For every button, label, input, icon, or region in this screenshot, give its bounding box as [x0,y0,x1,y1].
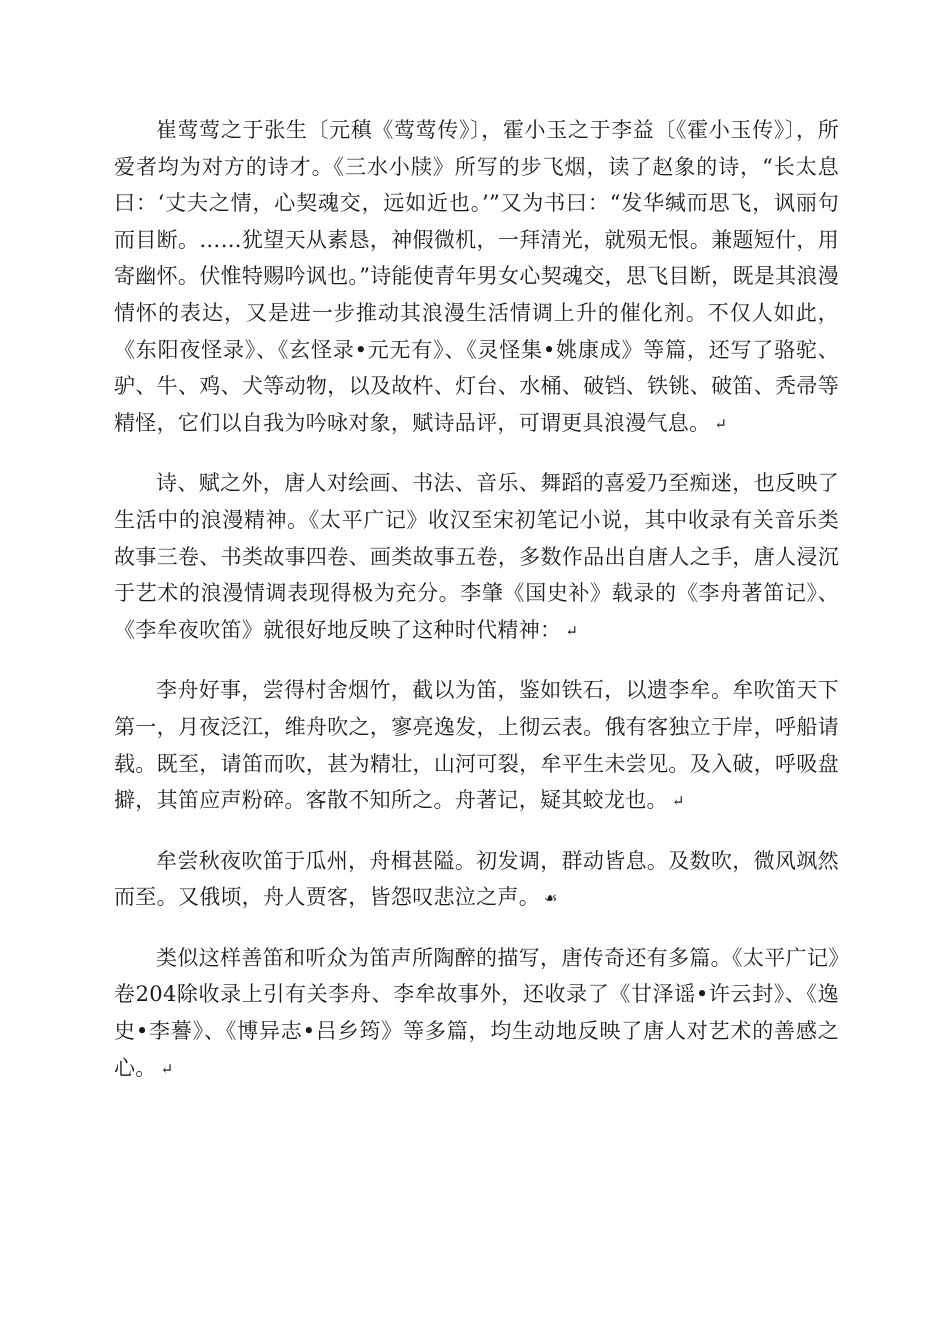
paragraph-4-text: 牟尝秋夜吹笛于瓜州，舟楫甚隘。初发调，群动皆息。及数吹，微风飒然而至。又俄顷，舟人贾客，皆怨叹悲泣之声。 [114,848,839,910]
paragraph-2 [114,465,839,649]
paragraph-mark-icon: ↵ [160,1059,174,1078]
fleuron-icon: ☙ [544,889,558,908]
paragraph-5 [114,940,839,1087]
paragraph-5-text: 类似这样善笛和听众为笛声所陶醉的描写，唐传奇还有多篇。《太平广记》卷204除收录上引有关李舟、李牟故事外，还收录了《甘泽谣•许云封》、《逸史•李謩》、《博异志•吕乡筠》等多篇，均生动地反映了唐人对艺术的善感之心。 [114,945,839,1080]
document-page [114,112,839,1110]
paragraph-mark-icon: ↵ [714,414,727,433]
paragraph-1-text: 崔莺莺之于张生〔元稹《莺莺传》〕，霍小玉之于李益〔《霍小玉传》〕，所爱者均为对方的诗才。《三水小牍》所写的步飞烟，读了赵象的诗，“长太息曰：‘丈夫之情，心契魂交，远如近也。’”又为书曰：“发华缄而思飞，讽丽句而目断。……犹望天从素恳，神假微机，一拜清光，就殒无恨。兼题短什，用寄幽怀。伏惟特赐吟讽也。”诗能使青年男女心契魂交，思飞目断，既是其浪漫情怀的表达，又是进一步推动其浪漫生活情调上升的催化剂。不仅人如此，《东阳夜怪录》、《玄怪录•元无有》、《灵怪集•姚康成》等篇，还写了骆驼、驴、牛、鸡、犬等动物，以及故杵、灯台、水桶、破铛、铁铫、破笛、秃帚等精怪，它们以自我为吟咏对象，赋诗品评，可谓更具浪漫气息。 [114,118,839,435]
paragraph-mark-icon: ↵ [671,792,685,811]
paragraph-2-text: 诗、赋之外，唐人对绘画、书法、音乐、舞蹈的喜爱乃至痴迷，也反映了生活中的浪漫精神。《太平广记》收汉至宋初笔记小说，其中收录有关音乐类故事三卷、书类故事四卷、画类故事五卷，多数作品出自唐人之手，唐人浸沉于艺术的浪漫情调表现得极为充分。李肇《国史补》载录的《李舟著笛记》、《李牟夜吹笛》就很好地反映了这种时代精神： [114,471,839,642]
paragraph-3-text: 李舟好事，尝得村舍烟竹，截以为笛，鉴如铁石，以遗李牟。牟吹笛天下第一，月夜泛江，维舟吹之，寥亮逸发，上彻云表。俄有客独立于岸，呼船请载。既至，请笛而吹，甚为精壮，山河可裂，牟平生未尝见。及入破，呼吸盘擗，其笛应声粉碎。客散不知所之。舟著记，疑其蛟龙也。 [114,678,839,813]
paragraph-mark-icon: ↵ [565,621,578,640]
paragraph-1 [114,112,839,442]
paragraph-3 [114,672,839,819]
paragraph-4 [114,843,839,917]
